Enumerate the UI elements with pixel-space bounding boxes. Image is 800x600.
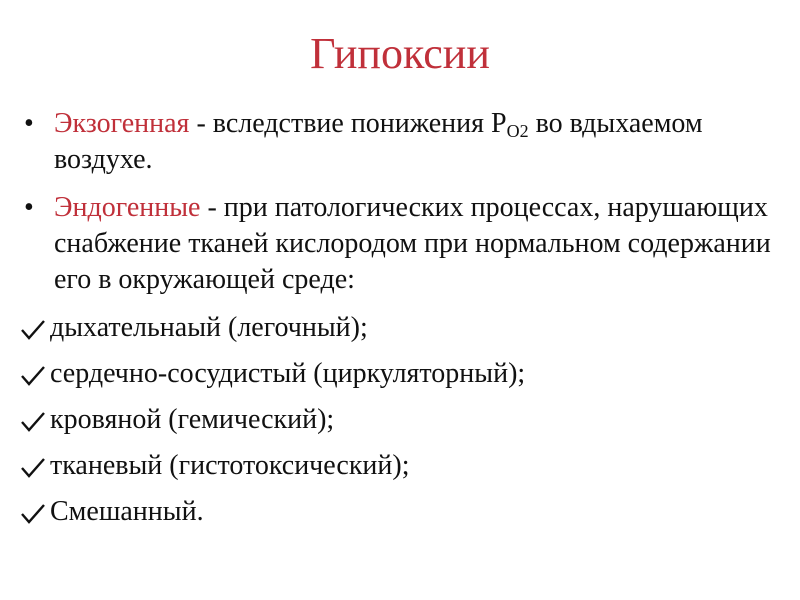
checkmark-icon xyxy=(20,457,46,479)
check-item xyxy=(20,356,790,392)
checkmark-icon xyxy=(20,411,46,433)
check-item-label: тканевый (гистотоксический); xyxy=(50,450,410,481)
subscript-o2: О2 xyxy=(506,121,529,141)
check-item-label: сердечно-сосудистый (циркуляторный); xyxy=(50,358,526,389)
bullet-item-endogenous xyxy=(20,190,790,298)
check-item xyxy=(20,448,790,484)
term-endogenous: Эндогенные xyxy=(54,192,201,223)
checkmark-icon xyxy=(20,319,46,341)
bullet-dot-icon: • xyxy=(24,108,34,139)
bullet-text: во вдыхаемом воздухе. xyxy=(54,108,703,175)
bullet-item-exogenous xyxy=(20,106,790,178)
checkmark-icon xyxy=(20,503,46,525)
check-item-label: дыхательнаый (легочный); xyxy=(50,312,368,343)
bullet-text: - вследствие понижения Р xyxy=(189,108,507,139)
check-item xyxy=(20,494,790,530)
check-item xyxy=(20,402,790,438)
slide-content xyxy=(20,106,790,540)
bullet-dot-icon: • xyxy=(24,192,34,223)
check-item xyxy=(20,310,790,346)
check-item-label: кровяной (гемический); xyxy=(50,404,335,435)
bullet-text: - при патологических процессах, нарушающих снабжение тканей кислородом при нормальном содержании его в окружающей среде: xyxy=(54,192,771,295)
slide-title: Гипоксии xyxy=(310,29,490,78)
term-exogenous: Экзогенная xyxy=(54,108,190,139)
check-item-label: Смешанный. xyxy=(50,496,204,527)
checkmark-icon xyxy=(20,365,46,387)
